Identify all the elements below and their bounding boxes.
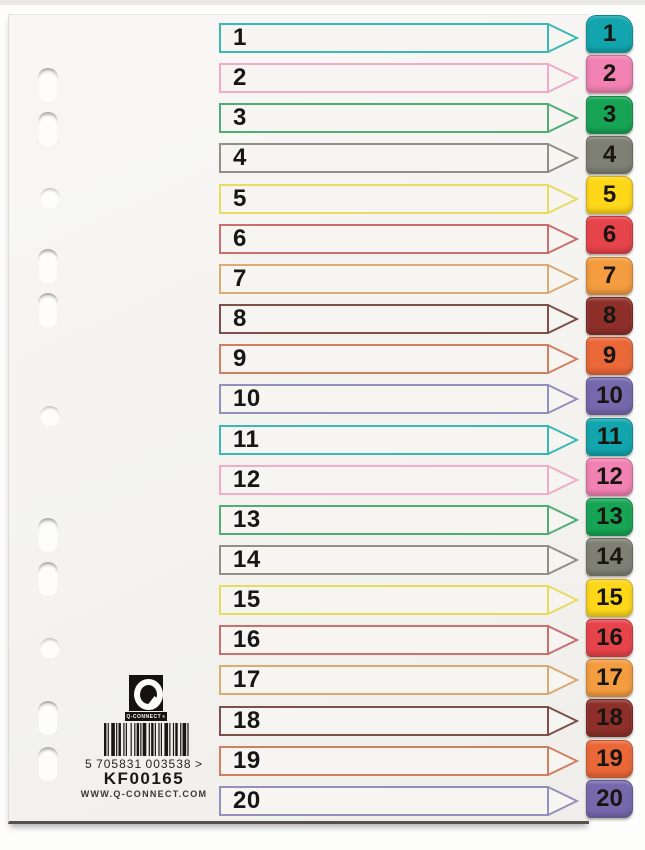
punch-hole: [40, 638, 60, 658]
punch-hole: [38, 293, 58, 327]
index-tab: [586, 216, 633, 254]
index-row-number: 6: [233, 224, 247, 252]
punch-hole: [38, 701, 58, 735]
index-row-number: 16: [233, 626, 261, 654]
arrow-right-icon: [547, 505, 579, 535]
index-tab: [586, 579, 633, 617]
barcode: [104, 723, 191, 756]
index-row: [219, 63, 579, 93]
index-tab: [586, 55, 633, 93]
index-row: [219, 304, 579, 334]
arrow-right-icon: [547, 465, 579, 495]
index-row-number: 8: [233, 305, 247, 333]
index-tab: [586, 136, 633, 174]
index-row-box: [219, 665, 549, 695]
index-tab-number: 1: [602, 20, 617, 47]
punch-hole: [40, 406, 60, 426]
index-row-number: 13: [233, 505, 261, 533]
index-tab: [586, 15, 633, 53]
barcode-group-1: 705831: [96, 757, 143, 771]
divider-sheet: [8, 14, 589, 824]
index-row-number: 5: [233, 184, 247, 212]
arrow-right-icon: [547, 384, 579, 414]
index-tab: [586, 257, 633, 295]
index-tab: [586, 780, 633, 818]
index-row: [219, 706, 579, 736]
index-row: [219, 746, 579, 776]
index-tab-number: 18: [596, 704, 623, 732]
index-row-box: [219, 545, 549, 575]
index-tab-number: 4: [602, 140, 617, 168]
arrow-right-icon: [547, 224, 579, 254]
index-tab: [586, 619, 633, 657]
index-tab: [586, 337, 633, 375]
arrow-right-icon: [547, 143, 579, 173]
index-row-box: [219, 505, 549, 535]
punch-hole: [38, 249, 58, 283]
index-tab: [586, 418, 633, 456]
index-row-number: 14: [233, 545, 261, 573]
index-row-number: 18: [233, 706, 261, 734]
index-row: [219, 545, 579, 575]
index-tab: [586, 176, 633, 214]
index-row-box: [219, 786, 549, 816]
arrow-right-icon: [547, 304, 579, 334]
punch-hole: [38, 112, 58, 146]
website-url: WWW.Q-CONNECT.COM: [80, 789, 208, 799]
index-row-number: 7: [233, 264, 247, 292]
barcode-digit-left: 5: [85, 757, 93, 771]
index-row: [219, 665, 579, 695]
index-tab-number: 17: [596, 664, 623, 692]
index-row-box: [219, 264, 549, 294]
index-row-number: 15: [233, 586, 261, 614]
arrow-right-icon: [547, 63, 579, 93]
arrow-right-icon: [547, 344, 579, 374]
index-row: [219, 585, 579, 615]
index-row-box: [219, 465, 549, 495]
barcode-group-2: 003538: [145, 757, 192, 771]
index-row-box: [219, 304, 549, 334]
index-row: [219, 505, 579, 535]
index-row-box: [219, 706, 549, 736]
index-row: [219, 425, 579, 455]
registered-mark: ®: [162, 714, 166, 719]
index-tab: [586, 377, 633, 415]
index-row-box: [219, 384, 549, 414]
punch-hole: [38, 68, 58, 102]
index-row-box: [219, 425, 549, 455]
index-tab: [586, 96, 633, 134]
index-tab-number: 9: [602, 342, 617, 370]
index-row: [219, 344, 579, 374]
index-row-box: [219, 63, 549, 93]
arrow-right-icon: [547, 786, 579, 816]
index-row: [219, 184, 579, 214]
index-row-box: [219, 143, 549, 173]
index-row-number: 9: [233, 345, 247, 373]
index-row-number: 11: [233, 425, 260, 453]
index-row-number: 3: [233, 104, 247, 132]
index-row-number: 20: [233, 786, 261, 814]
index-tab-number: 11: [596, 422, 623, 450]
index-row: [219, 786, 579, 816]
index-row-number: 17: [233, 666, 261, 694]
index-row-number: 12: [233, 465, 261, 493]
index-tab: [586, 498, 633, 536]
index-row: [219, 625, 579, 655]
index-row-box: [219, 103, 549, 133]
index-row: [219, 23, 579, 53]
q-logo-wordmark: [125, 712, 167, 721]
arrow-right-icon: [547, 184, 579, 214]
arrow-right-icon: [547, 585, 579, 615]
index-tab: [586, 297, 633, 335]
index-row-number: 2: [233, 64, 247, 92]
index-row-number: 10: [233, 385, 261, 413]
index-row-box: [219, 184, 549, 214]
index-tab: [586, 458, 633, 496]
index-tab-number: 19: [596, 744, 623, 772]
index-tab-number: 8: [602, 301, 617, 329]
index-tab-number: 10: [596, 382, 623, 410]
arrow-right-icon: [547, 103, 579, 133]
barcode-digit-right: >: [194, 757, 203, 771]
background-band: [0, 0, 645, 5]
index-tab-number: 16: [596, 623, 623, 651]
index-tab: [586, 699, 633, 737]
arrow-right-icon: [547, 746, 579, 776]
index-tab: [586, 538, 633, 576]
index-tab-number: 14: [596, 543, 623, 571]
index-tab-number: 20: [596, 784, 623, 812]
index-tab-number: 2: [602, 60, 617, 88]
index-tab-number: 3: [602, 100, 617, 128]
index-tab: [586, 659, 633, 697]
index-tab-number: 13: [596, 503, 623, 531]
arrow-right-icon: [547, 425, 579, 455]
index-tab-number: 5: [602, 181, 617, 209]
punch-hole: [40, 188, 60, 208]
index-tab-number: 12: [596, 462, 623, 490]
index-row: [219, 384, 579, 414]
index-row-box: [219, 625, 549, 655]
index-row-number: 1: [233, 24, 247, 51]
punch-hole: [38, 562, 58, 596]
index-row: [219, 264, 579, 294]
index-row-box: [219, 224, 549, 254]
arrow-right-icon: [547, 545, 579, 575]
arrow-right-icon: [547, 706, 579, 736]
q-connect-logo: [129, 675, 163, 711]
index-row: [219, 103, 579, 133]
index-row-number: 19: [233, 746, 261, 774]
arrow-right-icon: [547, 264, 579, 294]
index-row-box: [219, 23, 549, 53]
index-row: [219, 143, 579, 173]
index-row-box: [219, 585, 549, 615]
punch-hole: [38, 747, 58, 781]
index-tab-number: 7: [602, 261, 617, 289]
index-tab-number: 15: [596, 583, 623, 611]
index-row: [219, 224, 579, 254]
index-tab: [586, 740, 633, 778]
index-tab-number: 6: [602, 221, 617, 249]
index-row-box: [219, 746, 549, 776]
index-row-box: [219, 344, 549, 374]
arrow-right-icon: [547, 625, 579, 655]
punch-hole: [38, 518, 58, 552]
index-row: [219, 465, 579, 495]
q-logo-wordmark-text: Q-CONNECT: [126, 713, 162, 720]
index-row-number: 4: [233, 144, 247, 172]
arrow-right-icon: [547, 23, 579, 53]
arrow-right-icon: [547, 665, 579, 695]
product-code: KF00165: [103, 769, 185, 788]
